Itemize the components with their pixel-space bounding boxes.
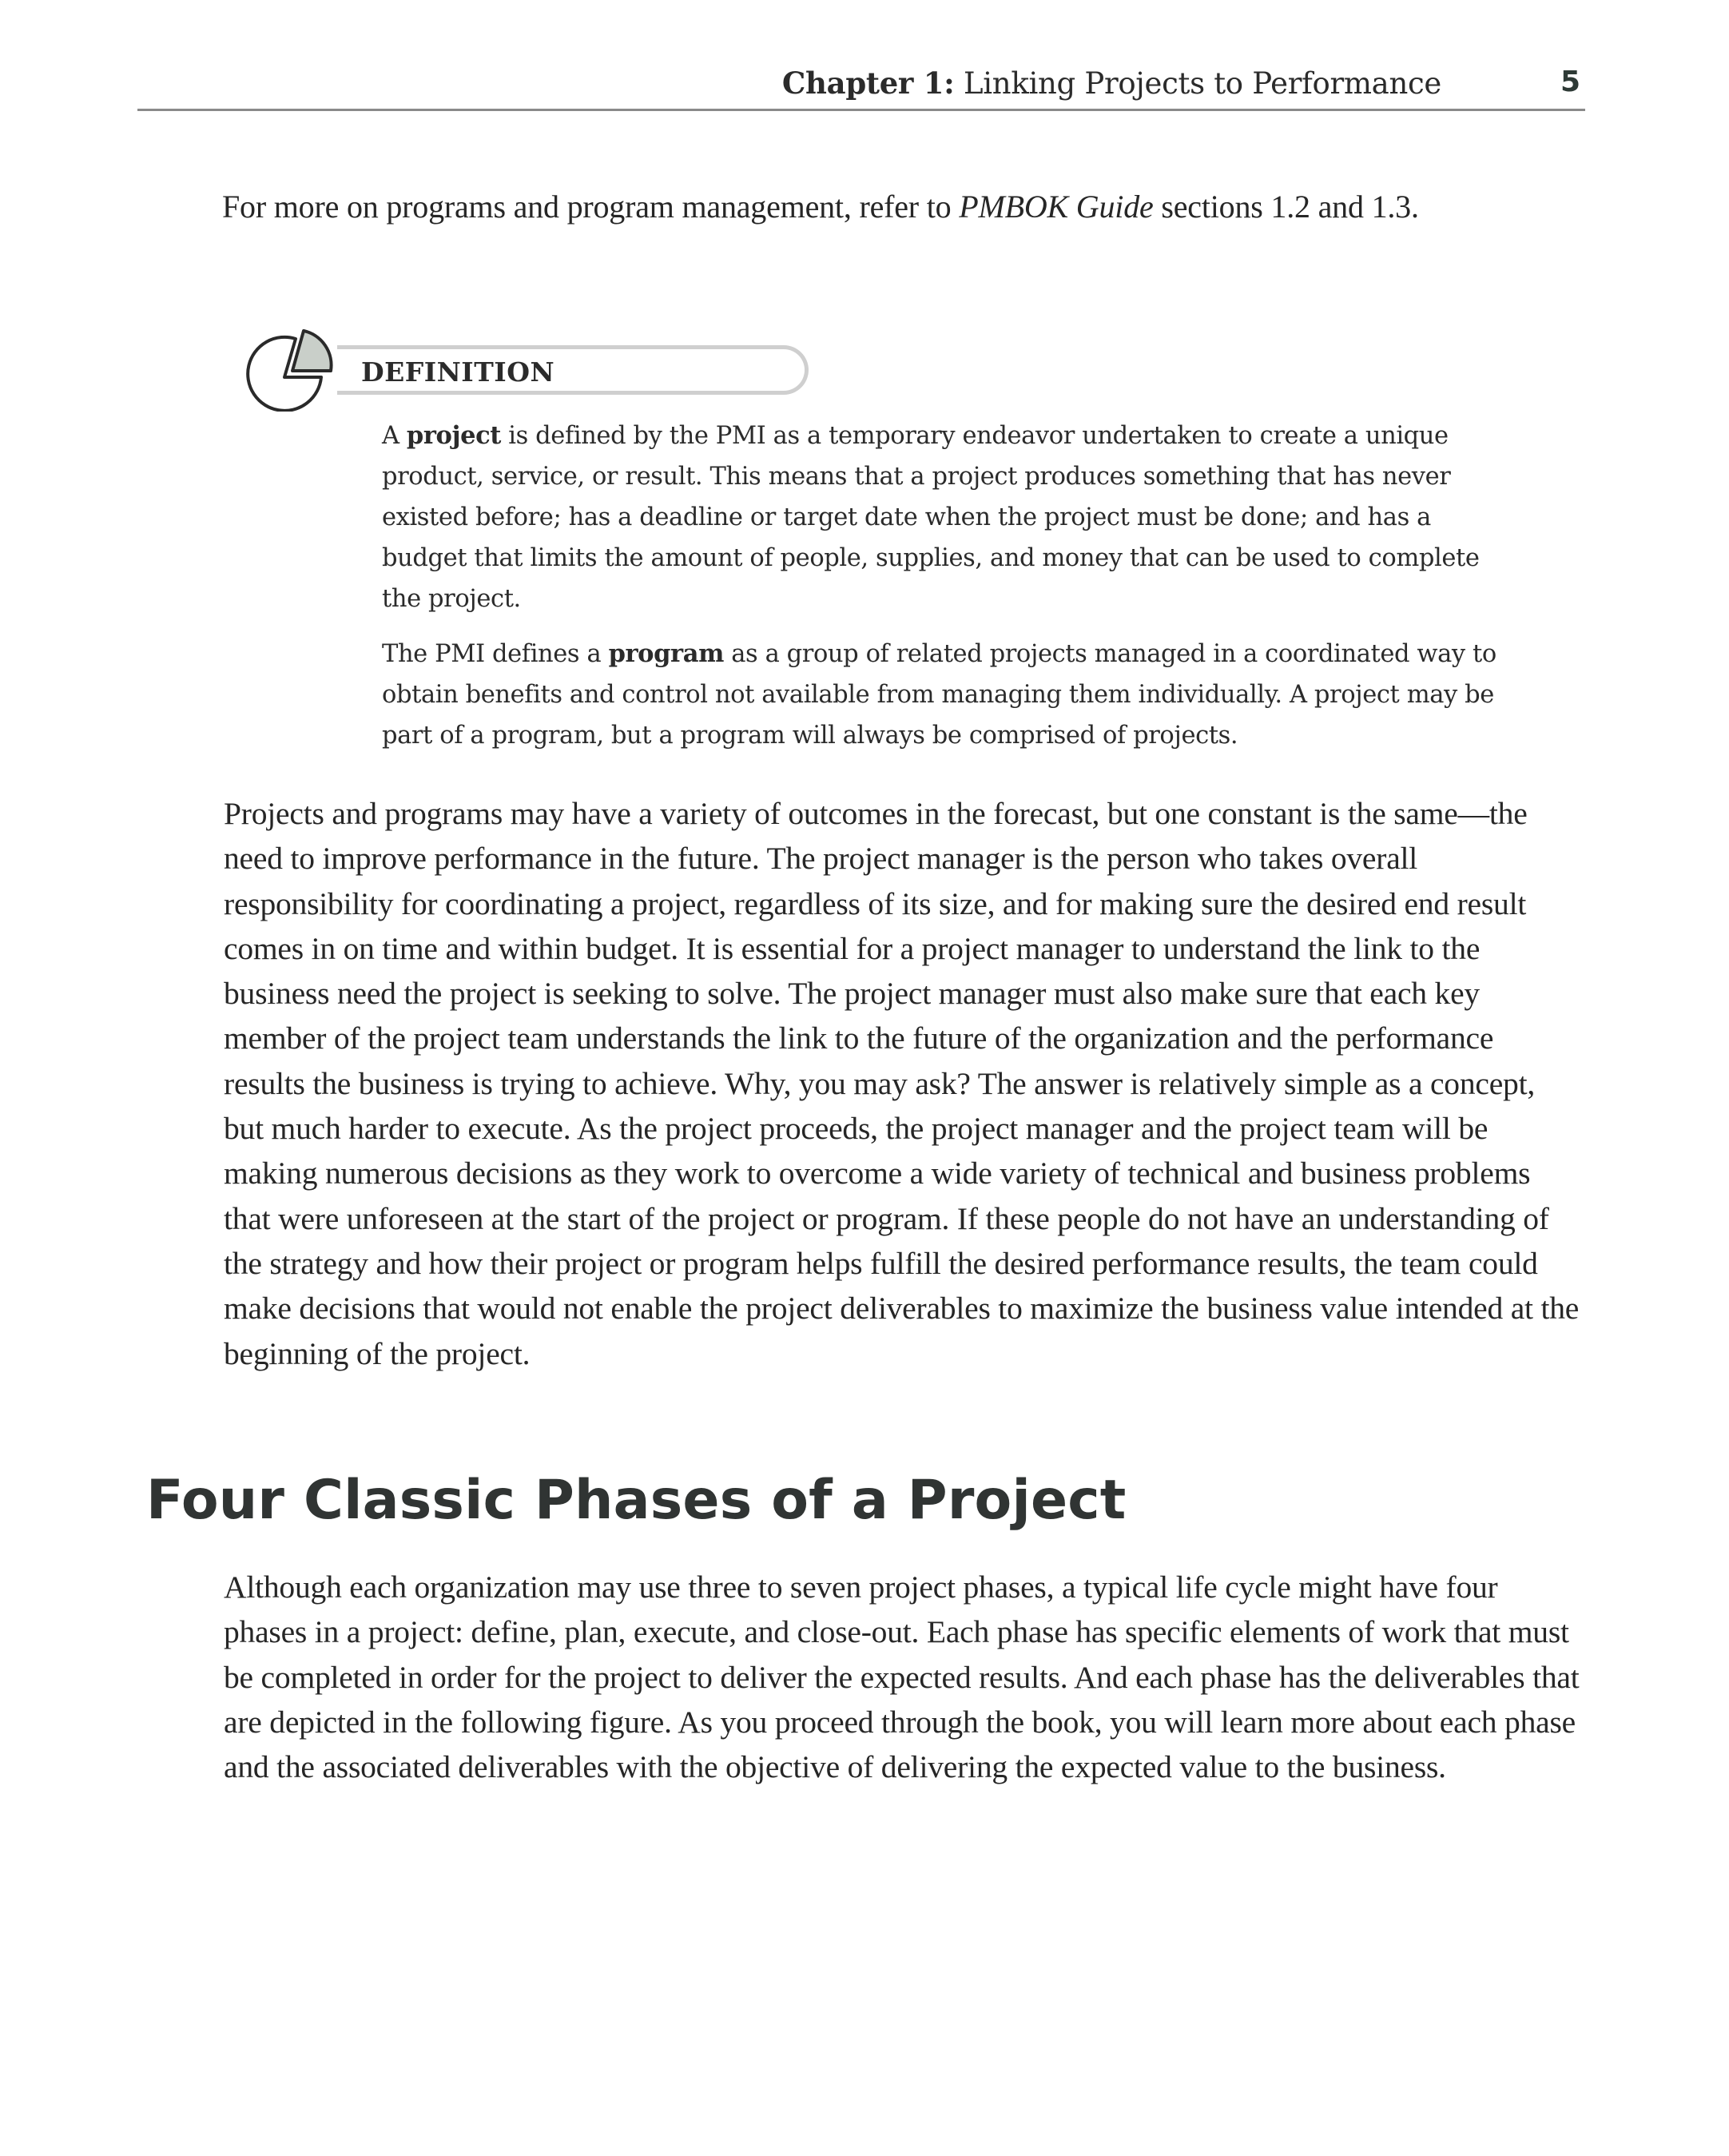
chapter-title: Linking Projects to Performance <box>963 66 1441 101</box>
definition-project <box>382 416 1508 619</box>
pie-chart-icon <box>233 328 337 412</box>
definition-body <box>382 416 1508 770</box>
page-number: 5 <box>1560 66 1580 98</box>
definition-label: DEFINITION <box>361 356 555 388</box>
def-text: is defined by the PMI as a temporary endeavor undertaken to create a unique product, service, or result. This means that a project produces something that has never existed before; has a deadline or target date when the project must be done; and has a budget that limits the amount of people, supplies, and money that can be used to complete the project. <box>382 422 1480 613</box>
term-project: project <box>406 421 501 450</box>
header-rule-divider <box>137 109 1585 111</box>
body-paragraph-phases: Although each organization may use three to seven project phases, a typical life cycle might have four phases in a project: define, plan, execute, and close-out. Each phase has specific elements of work that must be completed in order for the project to deliver the expected results. And each phase has the deliverables that are depicted in the following figure. As you proceed through the book, you will learn more about each phase and the associated deliverables with the objective of delivering the expected value to the business. <box>224 1569 1580 1785</box>
def-text: The PMI defines a <box>382 640 609 668</box>
intro-text-after: sections 1.2 and 1.3. <box>1153 189 1419 225</box>
section-heading-four-phases: Four Classic Phases of a Project <box>146 1469 1127 1532</box>
intro-paragraph <box>222 182 1500 232</box>
body-paragraph-project-manager: Projects and programs may have a variety of outcomes in the forecast, but one constant is the same—the need to improve performance in the future. The project manager is the person who takes overall responsibility for coordinating a project, regardless of its size, and for making sure the desired end result comes in on time and within budget. It is essential for a project manager to understand the link to the business need the project is seeking to solve. The project manager must also make sure that each key member of the project team understands the link to the future of the organization and the performance results the business is trying to achieve. Why, you may ask? The answer is relatively simple as a concept, but much harder to execute. As the project proceeds, the project manager and the project team will be making numerous decisions as they work to overcome a wide variety of technical and business problems that were unforeseen at the start of the project or program. If these people do not have an understanding of the strategy and how their project or program helps fulfill the desired performance results, the team could make decisions that would not enable the project deliverables to maximize the business value intended at the beginning of the project. <box>224 796 1580 1371</box>
running-header <box>137 56 1585 113</box>
def-text: A <box>382 422 407 450</box>
intro-text-before: For more on programs and program management, refer to <box>222 189 960 225</box>
pmbok-guide-reference: PMBOK Guide <box>959 189 1154 225</box>
term-program: program <box>608 639 724 668</box>
def-text: as a group of related projects managed in a coordinated way to obtain benefits and control not available from managing them individually. A project may be part of a program, but a program will always be comprised of projects. <box>382 640 1496 750</box>
chapter-label: Chapter 1: <box>781 66 955 101</box>
chapter-header-title <box>782 66 1441 101</box>
definition-program <box>382 634 1508 756</box>
